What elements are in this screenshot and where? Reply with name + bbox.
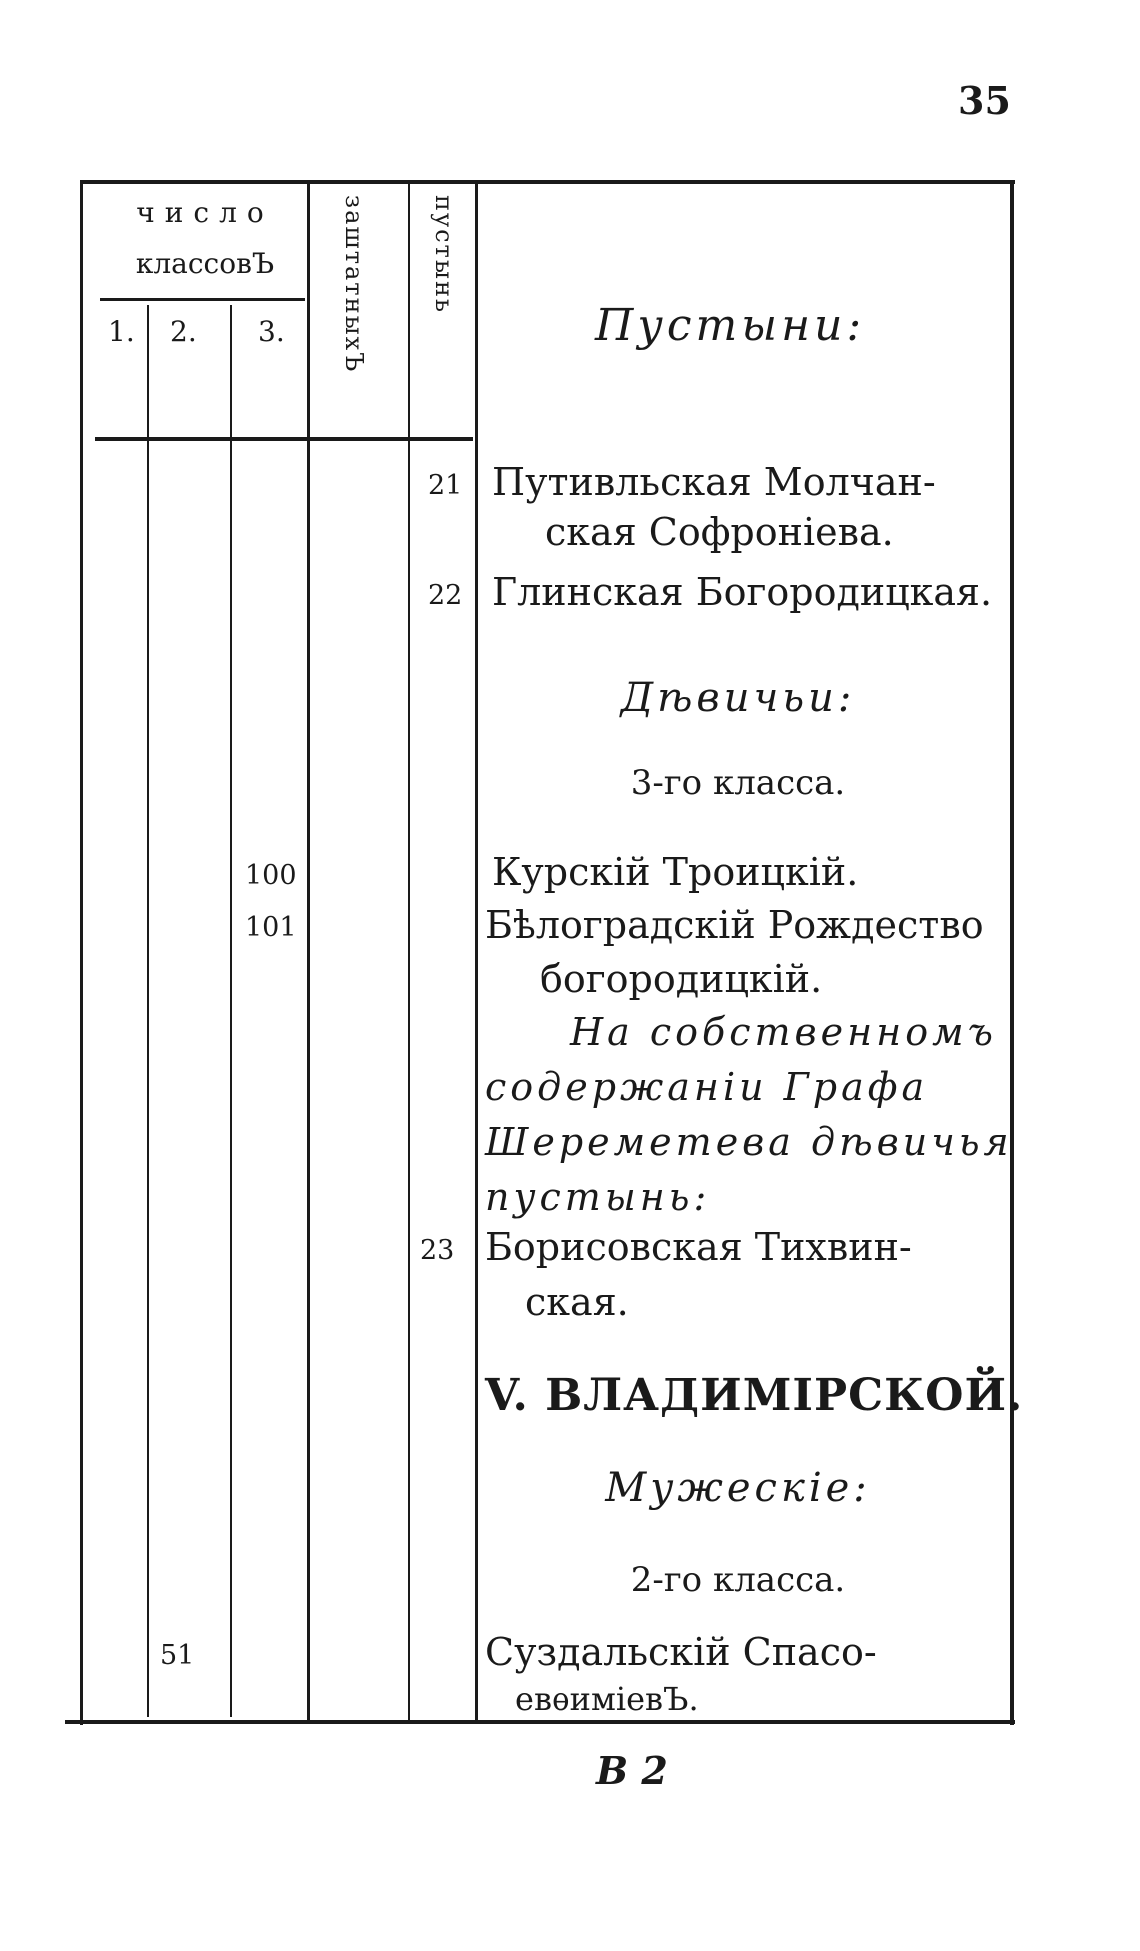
entry-line: богородицкій. bbox=[540, 957, 823, 1001]
section-title-deserts: Пустыни: bbox=[595, 300, 866, 351]
entry-line: Глинская Богородицкая. bbox=[492, 570, 993, 614]
table-top-rule bbox=[80, 180, 1015, 184]
desert-number-22: 22 bbox=[428, 580, 463, 611]
convents-heading: Дѣвичьи: bbox=[620, 675, 856, 721]
note-line: Шереметева дѣвичья bbox=[485, 1120, 1013, 1164]
class-subheader-rule bbox=[100, 298, 305, 301]
col-rule-1 bbox=[147, 305, 149, 1717]
entry-line: ская Софроніева. bbox=[545, 510, 894, 554]
entry-line: евѳиміевЪ. bbox=[515, 1680, 699, 1718]
table-bottom-rule bbox=[65, 1720, 1015, 1724]
entry-line: Курскій Троицкій. bbox=[492, 850, 859, 894]
col-rule-3 bbox=[307, 180, 310, 1720]
entry-line: Суздальскій Спасо- bbox=[485, 1630, 877, 1674]
note-line: пустынь: bbox=[485, 1175, 711, 1219]
header-bottom-rule bbox=[95, 437, 473, 441]
class3-number-101: 101 bbox=[245, 912, 297, 943]
entry-line: ская. bbox=[525, 1280, 629, 1324]
class-3-header: 3. bbox=[258, 315, 285, 348]
province-heading: V. ВЛАДИМІРСКОЙ. bbox=[485, 1370, 1024, 1421]
entry-line: Путивльская Молчан- bbox=[492, 460, 936, 504]
class-count-subheader: классовЪ bbox=[135, 247, 275, 280]
supernumerary-header: заштатныхЪ bbox=[340, 195, 368, 374]
class3-number-100: 100 bbox=[245, 860, 297, 891]
col-rule-4 bbox=[408, 180, 410, 1720]
page-number: 35 bbox=[958, 78, 1011, 123]
desert-number-23: 23 bbox=[420, 1235, 455, 1266]
convents-class-heading: 3-го класса. bbox=[630, 763, 846, 803]
col-rule-2 bbox=[230, 305, 232, 1717]
class2-number-51: 51 bbox=[160, 1640, 195, 1671]
class-2-header: 2. bbox=[170, 315, 197, 348]
entry-line: Бѣлоградскій Рождество bbox=[485, 903, 984, 947]
male-monasteries-heading: Мужескіе: bbox=[605, 1465, 871, 1511]
male-class-heading: 2-го класса. bbox=[630, 1560, 846, 1600]
signature-mark: B 2 bbox=[596, 1748, 668, 1793]
deserts-header: пустынь bbox=[430, 195, 458, 314]
desert-number-21: 21 bbox=[428, 470, 463, 501]
note-line: содержаніи Графа bbox=[485, 1065, 929, 1109]
note-line: На собственномъ bbox=[570, 1010, 997, 1054]
frame-right-rule bbox=[1010, 180, 1014, 1725]
class-1-header: 1. bbox=[108, 315, 135, 348]
entry-line: Борисовская Тихвин- bbox=[485, 1225, 912, 1269]
frame-left-rule bbox=[80, 180, 83, 1725]
class-count-header: число bbox=[136, 196, 274, 229]
